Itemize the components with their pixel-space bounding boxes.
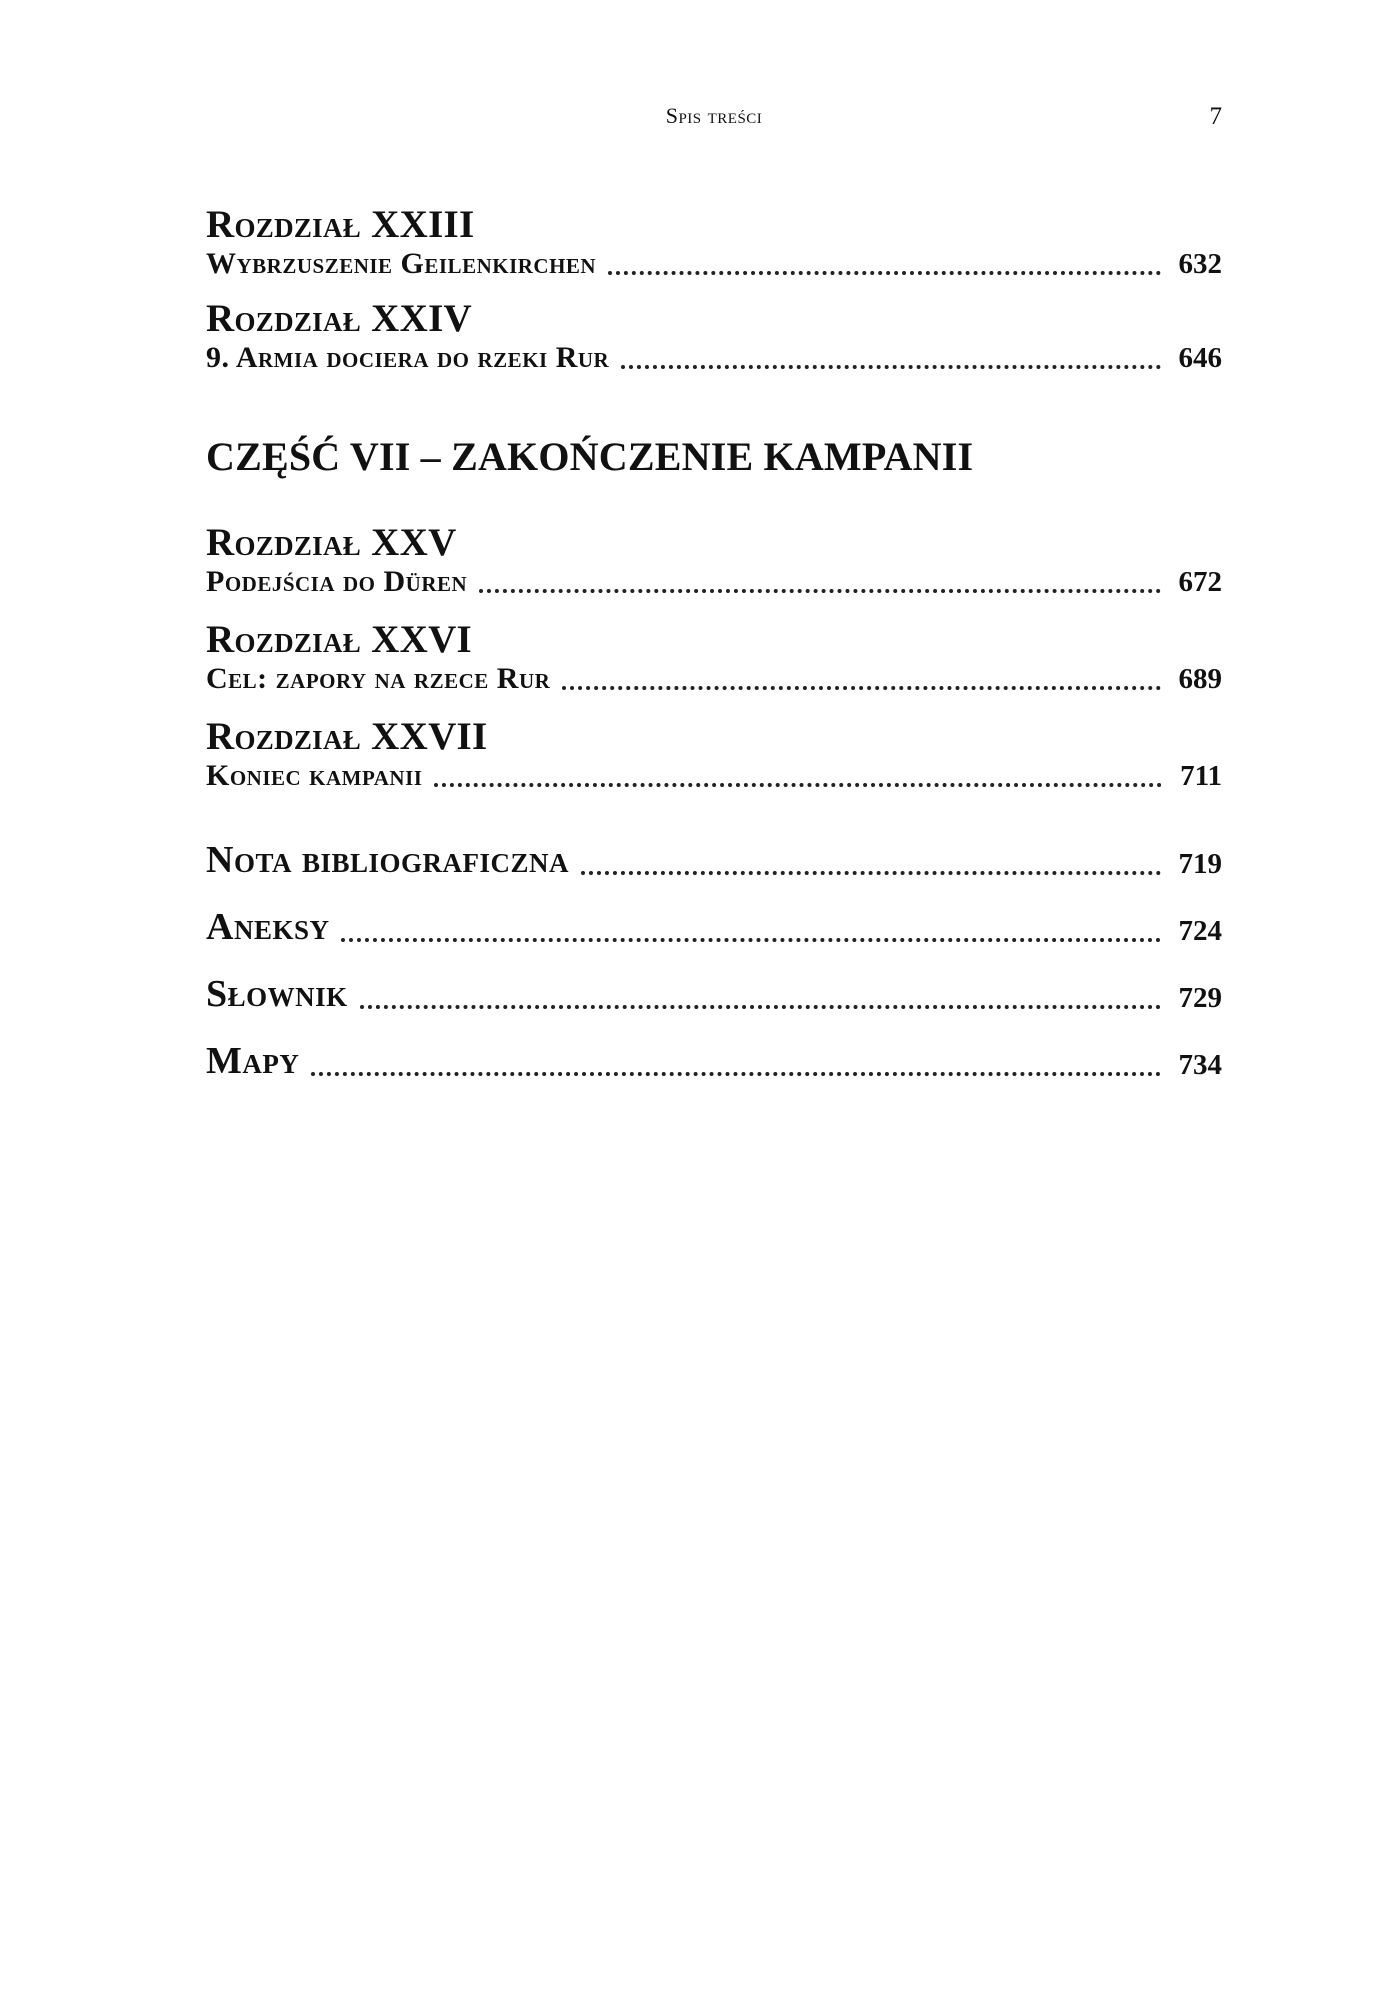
entry-page-number: 711 (1180, 760, 1222, 792)
dot-leader (479, 567, 1160, 593)
entry-page-number: 724 (1178, 915, 1222, 947)
toc-entry-row[interactable] (206, 340, 1222, 376)
toc-entry-row[interactable] (206, 905, 1222, 949)
entry-title: Słownik (206, 973, 348, 1015)
chapter-label: Rozdział XXV (206, 521, 457, 564)
dot-leader (311, 1050, 1160, 1076)
chapter-label: Rozdział XXVI (206, 618, 473, 661)
toc-chapter-23 (206, 204, 1222, 282)
toc-entry-row[interactable] (206, 972, 1222, 1016)
toc-chapter-25 (206, 522, 1222, 600)
toc-chapter-27 (206, 716, 1222, 794)
toc-entry-row[interactable] (206, 661, 1222, 697)
dot-leader (360, 983, 1161, 1009)
dot-leader (562, 664, 1160, 690)
dot-leader (341, 916, 1160, 942)
entry-page-number: 689 (1178, 663, 1222, 695)
toc-entry-row[interactable] (206, 564, 1222, 600)
entry-title: Podejścia do Düren (206, 565, 468, 598)
running-title: Spis treści (665, 103, 763, 128)
dot-leader (621, 343, 1160, 369)
part-heading: CZĘŚĆ VII – ZAKOŃCZENIE KAMPANII (206, 434, 974, 479)
toc-chapter-24 (206, 298, 1222, 376)
entry-title: Nota bibliograficzna (206, 839, 569, 881)
entry-title: 9. Armia dociera do rzeki Rur (206, 341, 610, 374)
toc-mapy (206, 1039, 1222, 1083)
toc-part-7 (206, 434, 1222, 480)
toc-entry-row[interactable] (206, 246, 1222, 282)
entry-page-number: 729 (1178, 982, 1222, 1014)
entry-page-number: 672 (1178, 566, 1222, 598)
toc-entry-row[interactable] (206, 758, 1222, 794)
toc-chapter-26 (206, 619, 1222, 697)
entry-title: Cel: zapory na rzece Rur (206, 662, 551, 695)
entry-page-number: 646 (1178, 342, 1222, 374)
entry-title: Aneksy (206, 906, 330, 948)
chapter-label: Rozdział XXIII (206, 203, 475, 246)
entry-page-number: 719 (1178, 848, 1222, 880)
entry-title: Wybrzuszenie Geilenkirchen (206, 247, 597, 280)
entry-title: Koniec kampanii (206, 759, 423, 792)
entry-title: Mapy (206, 1040, 300, 1082)
toc-nota-bibliograficzna (206, 838, 1222, 882)
entry-page-number: 632 (1178, 248, 1222, 280)
toc-entry-row[interactable] (206, 1039, 1222, 1083)
dot-leader (434, 761, 1162, 787)
toc-aneksy (206, 905, 1222, 949)
chapter-label: Rozdział XXIV (206, 297, 473, 340)
entry-page-number: 734 (1178, 1049, 1222, 1081)
dot-leader (608, 249, 1160, 275)
chapter-label: Rozdział XXVII (206, 715, 488, 758)
page-number: 7 (1209, 103, 1222, 130)
dot-leader (581, 849, 1161, 875)
toc-entry-row[interactable] (206, 838, 1222, 882)
running-head (206, 103, 1222, 137)
toc-slownik (206, 972, 1222, 1016)
